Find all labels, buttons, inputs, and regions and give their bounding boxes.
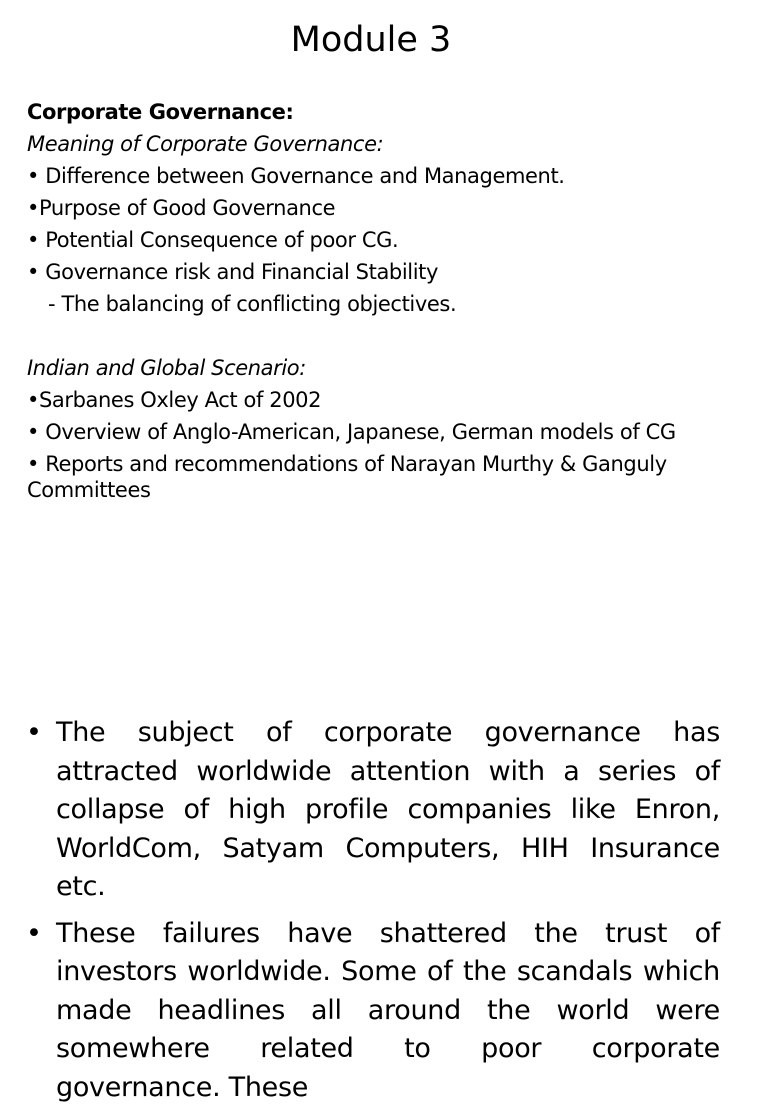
spacer bbox=[27, 320, 747, 352]
bullet-marker: • bbox=[26, 917, 42, 949]
outline-item: • Overview of Anglo-American, Japanese, German models of CG bbox=[27, 420, 676, 444]
outline-item: •Sarbanes Oxley Act of 2002 bbox=[27, 388, 322, 412]
outline-item: •Purpose of Good Governance bbox=[27, 196, 336, 220]
outline-subitem: - The balancing of conflicting objectives. bbox=[48, 292, 457, 316]
bullet-paragraph bbox=[26, 915, 720, 1108]
subsection-heading-scenario: Indian and Global Scenario: bbox=[27, 356, 306, 380]
outline-item: • Governance risk and Financial Stability bbox=[27, 260, 439, 284]
outline-item: • Difference between Governance and Management. bbox=[27, 164, 565, 188]
bullet-paragraph bbox=[26, 714, 720, 907]
page-title: Module 3 bbox=[290, 20, 452, 60]
subsection-heading-meaning: Meaning of Corporate Governance: bbox=[27, 132, 384, 156]
paragraph-text: These failures have shattered the trust of investors worldwide. Some of the scandals which made headlines all around the world were somewhere related to poor corporate governance. These bbox=[56, 917, 720, 1103]
paragraph-text: The subject of corporate governance has attracted worldwide attention with a series of collapse of high profile companies like Enron, WorldCom, Satyam Computers, HIH Insurance etc. bbox=[56, 717, 720, 902]
outline-item: • Potential Consequence of poor CG. bbox=[27, 228, 399, 252]
outline-item: • Reports and recommendations of Narayan Murthy & Ganguly Committees bbox=[27, 452, 667, 502]
bullet-marker: • bbox=[26, 717, 42, 748]
body-text bbox=[26, 714, 720, 1115]
section-heading: Corporate Governance: bbox=[27, 100, 294, 124]
module-outline bbox=[27, 96, 747, 503]
